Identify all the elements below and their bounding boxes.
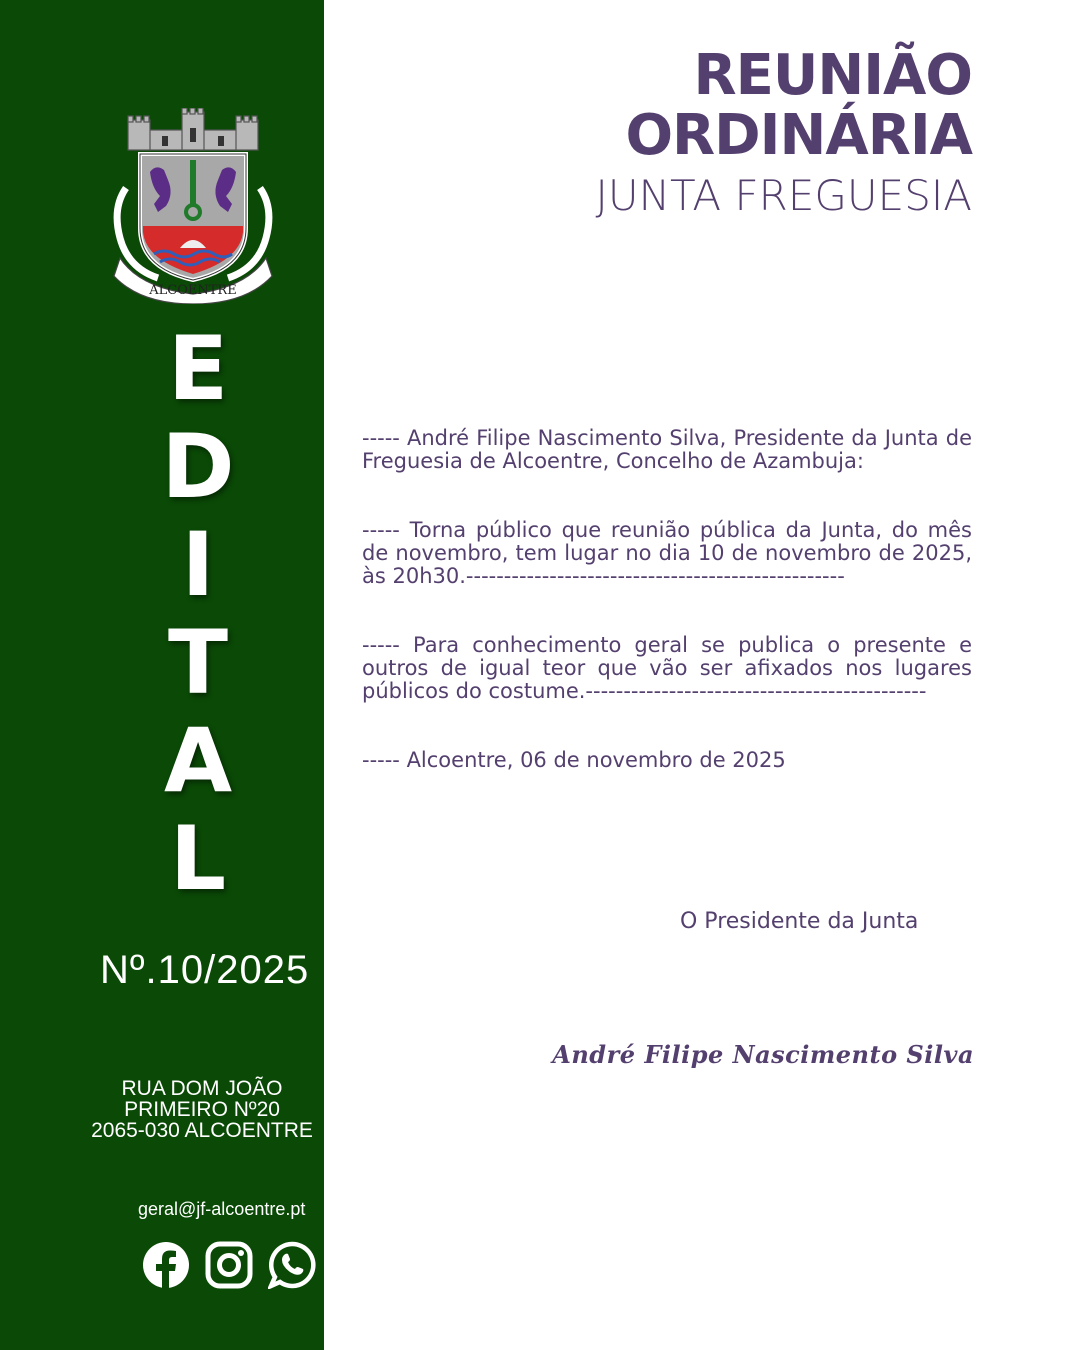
paragraph-date: ----- Alcoentre, 06 de novembro de 2025 <box>362 749 786 772</box>
facebook-icon[interactable] <box>142 1241 190 1289</box>
sidebar <box>0 0 324 1350</box>
address-block <box>82 1078 322 1141</box>
crest-label: ALCOENTRE <box>149 283 237 298</box>
edital-letter: E <box>167 317 229 420</box>
instagram-icon[interactable] <box>205 1241 253 1289</box>
coat-of-arms-logo <box>110 108 276 304</box>
edital-letter: L <box>169 807 227 910</box>
whatsapp-icon[interactable] <box>268 1241 316 1289</box>
header-title-block <box>595 43 972 222</box>
signoff-title: O Presidente da Junta <box>680 909 919 934</box>
paragraph-publication: ----- Para conhecimento geral se publica o presente e outros de igual teor que vão ser afixados nos lugares públicos do costume.--------------------------------------------- <box>362 634 972 703</box>
edital-letter: I <box>181 513 215 616</box>
signature: André Filipe Nascimento Silva <box>552 1040 974 1069</box>
edital-number: Nº.10/2025 <box>100 948 310 992</box>
page-title-line-1: REUNIÃO <box>693 43 972 108</box>
edital-letter: A <box>163 709 233 812</box>
page-subtitle: JUNTA FREGUESIA <box>595 171 972 220</box>
address-line: PRIMEIRO Nº20 <box>124 1098 280 1121</box>
paragraph-intro: ----- André Filipe Nascimento Silva, Presidente da Junta de Freguesia de Alcoentre, Concelho de Azambuja: <box>362 427 972 473</box>
social-links <box>142 1241 316 1289</box>
email-link[interactable]: geral@jf-alcoentre.pt <box>138 1199 306 1219</box>
edital-vertical-title <box>128 317 268 910</box>
address-line: 2065-030 ALCOENTRE <box>91 1119 313 1142</box>
paragraph-announcement: ----- Torna público que reunião pública da Junta, do mês de novembro, tem lugar no dia 10 de novembro de 2025, às 20h30.-------------------------------------------------- <box>362 519 972 588</box>
edital-letter: T <box>167 611 229 714</box>
edital-letter: D <box>161 415 235 518</box>
address-line: RUA DOM JOÃO <box>121 1077 283 1100</box>
page-title-line-2: ORDINÁRIA <box>625 103 972 168</box>
